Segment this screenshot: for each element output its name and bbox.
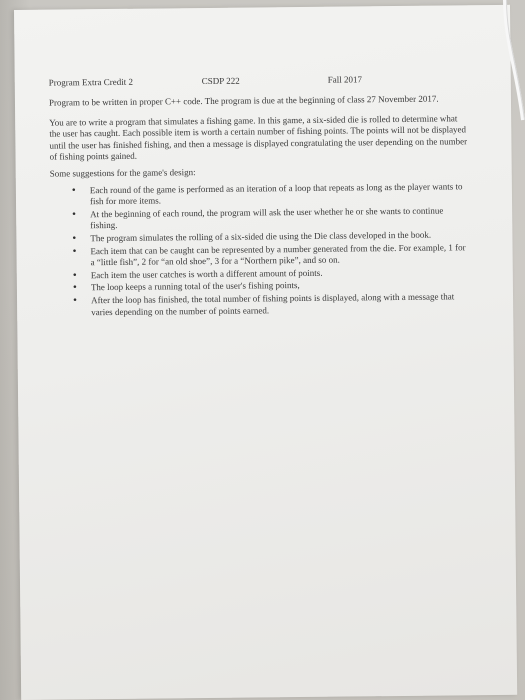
description-paragraph: You are to write a program that simulates a fishing game. In this game, a six-sided die is rolled to determine what the user has caught. Each possible item is worth a certain number of fishing points. The points will not be displayed until the user has finished fishing, and then a message is displayed congratulating the user depending on the number of fishing points gained.: [49, 112, 468, 163]
list-item-text: The loop keeps a running total of the user's fishing points,: [90, 280, 300, 293]
bullet-icon: •: [72, 244, 77, 257]
list-item-text: Each round of the game is performed as an iteration of a loop that repeats as long as the player wants to fish for more items.: [89, 180, 463, 207]
bullet-icon: •: [72, 269, 77, 282]
header-term: Fall 2017: [327, 74, 363, 85]
list-item: [50, 181, 470, 209]
header-course: CSDP 222: [201, 75, 240, 87]
list-item-text: Each item that can be caught can be represented by a number generated from the die. For example, 1 for a “little fish”, 2 for “an old shoe”, 3 for a “Northern pike”, and so on.: [90, 241, 466, 268]
bullet-icon: •: [71, 183, 76, 196]
list-item-text: Each item the user catches is worth a different amount of points.: [90, 267, 323, 280]
suggestions-list: [50, 181, 471, 319]
bullet-icon: •: [72, 294, 77, 307]
intro-paragraph: Program to be written in proper C++ code. The program is due at the beginning of class 27 November 2017.: [48, 93, 439, 108]
list-item: [50, 205, 470, 233]
bullet-icon: •: [72, 281, 77, 294]
list-item-text: After the loop has finished, the total number of fishing points is displayed, along with a message that varies depending on the number of points earned.: [90, 291, 455, 317]
list-item-text: At the beginning of each round, the program will ask the user whether he or she wants to continue fishing.: [90, 205, 444, 231]
header-title: Program Extra Credit 2: [48, 76, 134, 88]
bullet-icon: •: [72, 232, 77, 245]
suggestions-heading: Some suggestions for the game's design:: [49, 167, 196, 179]
list-item-text: The program simulates the rolling of a six-sided die using the Die class developed in the book.: [90, 229, 432, 244]
paper-sheet: [14, 5, 517, 700]
document-header: [49, 73, 469, 91]
document-content: [49, 73, 472, 319]
list-item: [51, 291, 471, 319]
bullet-icon: •: [72, 208, 77, 221]
list-item: [50, 242, 470, 270]
